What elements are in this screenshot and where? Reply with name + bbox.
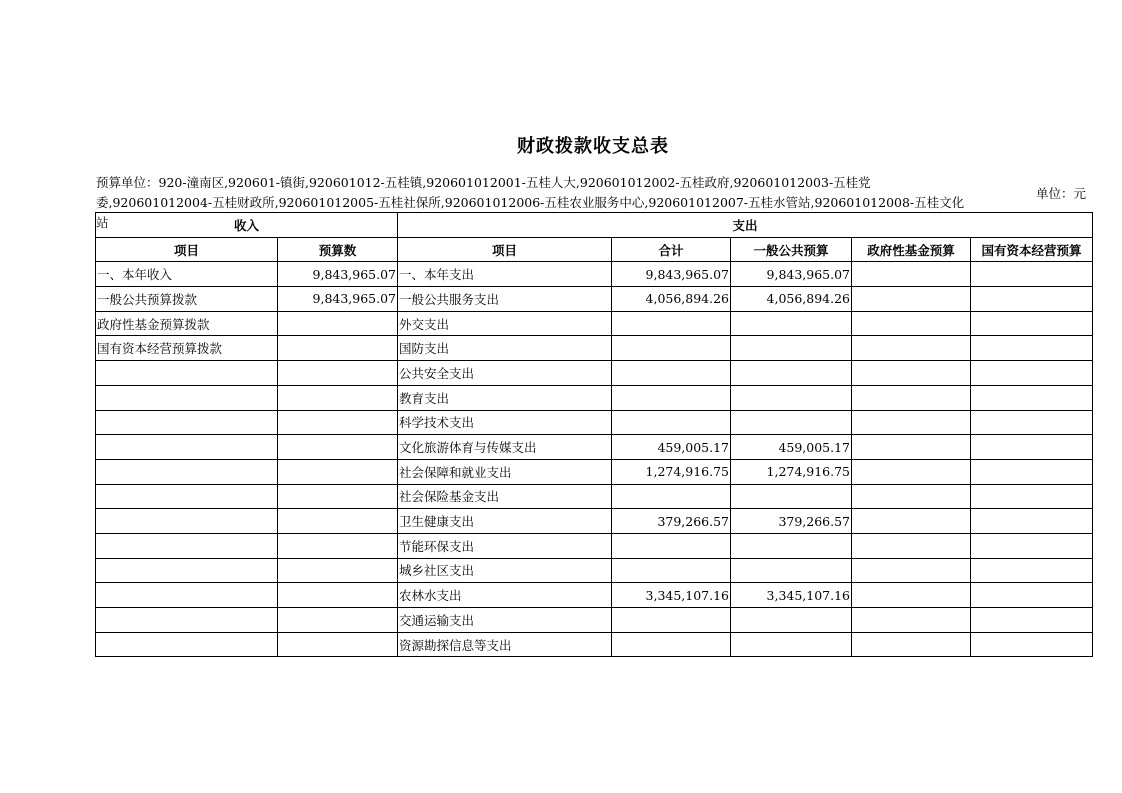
general-budget-cell [731, 484, 852, 509]
income-item-cell [96, 435, 278, 460]
income-amount-cell [278, 558, 398, 583]
expense-item-cell: 城乡社区支出 [398, 558, 612, 583]
budget-unit-description: 预算单位：920-潼南区,920601-镇街,920601012-五桂镇,920601012001-五桂人大,920601012002-五桂政府,920601012003-五桂党委,920601012004-五桂财政所,920601012005-五桂社保所,920601012006-五桂农业服务中心,920601012007-五桂水管站,920601012008-五桂文化站 [96, 175, 965, 230]
income-amount-cell [278, 632, 398, 657]
total-amount-cell [612, 311, 731, 336]
state-capital-budget-cell [971, 459, 1093, 484]
expense-group-header: 支出 [398, 213, 1093, 238]
income-item-cell [96, 632, 278, 657]
general-budget-cell [731, 608, 852, 633]
expense-item-cell: 一般公共服务支出 [398, 287, 612, 312]
table-row [96, 533, 1093, 558]
income-group-header: 收入 [96, 213, 398, 238]
total-amount-cell: 9,843,965.07 [612, 262, 731, 287]
income-amount-cell [278, 361, 398, 386]
expense-item-cell: 社会保险基金支出 [398, 484, 612, 509]
general-budget-cell: 1,274,916.75 [731, 459, 852, 484]
total-amount-cell: 1,274,916.75 [612, 459, 731, 484]
total-amount-cell: 459,005.17 [612, 435, 731, 460]
total-amount-cell: 379,266.57 [612, 509, 731, 534]
gov-fund-budget-cell [852, 558, 971, 583]
income-item-cell [96, 558, 278, 583]
expense-item-cell: 资源勘探信息等支出 [398, 632, 612, 657]
table-row [96, 459, 1093, 484]
total-amount-cell [612, 336, 731, 361]
table-row [96, 435, 1093, 460]
expense-item-column-header: 项目 [398, 237, 612, 262]
expense-item-cell: 一、本年支出 [398, 262, 612, 287]
income-amount-cell [278, 410, 398, 435]
income-amount-cell [278, 435, 398, 460]
total-amount-cell [612, 608, 731, 633]
general-budget-cell [731, 533, 852, 558]
expense-item-cell: 交通运输支出 [398, 608, 612, 633]
income-amount-cell [278, 608, 398, 633]
general-budget-column-header: 一般公共预算 [731, 237, 852, 262]
state-capital-budget-cell [971, 509, 1093, 534]
state-capital-budget-cell [971, 410, 1093, 435]
table-group-header-row [96, 213, 1093, 238]
state-capital-budget-cell [971, 435, 1093, 460]
income-item-cell: 国有资本经营预算拨款 [96, 336, 278, 361]
expense-item-cell: 科学技术支出 [398, 410, 612, 435]
income-item-cell [96, 509, 278, 534]
table-row [96, 410, 1093, 435]
income-amount-cell [278, 533, 398, 558]
total-amount-cell [612, 410, 731, 435]
table-row [96, 583, 1093, 608]
income-item-cell [96, 410, 278, 435]
general-budget-cell: 379,266.57 [731, 509, 852, 534]
income-item-cell: 一般公共预算拨款 [96, 287, 278, 312]
expense-item-cell: 外交支出 [398, 311, 612, 336]
state-capital-budget-cell [971, 336, 1093, 361]
gov-fund-budget-cell [852, 509, 971, 534]
income-item-cell [96, 361, 278, 386]
total-amount-cell: 4,056,894.26 [612, 287, 731, 312]
page-title: 财政拨款收支总表 [517, 136, 669, 157]
expense-item-cell: 农林水支出 [398, 583, 612, 608]
total-amount-cell [612, 361, 731, 386]
income-item-cell [96, 385, 278, 410]
gov-fund-budget-cell [852, 484, 971, 509]
budget-summary-table [95, 212, 1093, 657]
state-capital-budget-cell [971, 632, 1093, 657]
general-budget-cell: 9,843,965.07 [731, 262, 852, 287]
gov-fund-budget-cell [852, 410, 971, 435]
total-amount-cell [612, 385, 731, 410]
gov-fund-budget-cell [852, 385, 971, 410]
expense-item-cell: 公共安全支出 [398, 361, 612, 386]
gov-fund-budget-cell [852, 435, 971, 460]
gov-fund-budget-cell [852, 262, 971, 287]
expense-item-cell: 节能环保支出 [398, 533, 612, 558]
expense-item-cell: 国防支出 [398, 336, 612, 361]
state-capital-budget-cell [971, 608, 1093, 633]
expense-item-cell: 教育支出 [398, 385, 612, 410]
income-item-cell [96, 608, 278, 633]
general-budget-cell [731, 410, 852, 435]
gov-fund-budget-column-header: 政府性基金预算 [852, 237, 971, 262]
general-budget-cell [731, 558, 852, 583]
general-budget-cell: 459,005.17 [731, 435, 852, 460]
income-amount-cell [278, 311, 398, 336]
table-row [96, 632, 1093, 657]
general-budget-cell [731, 336, 852, 361]
income-item-cell [96, 583, 278, 608]
income-item-cell [96, 533, 278, 558]
total-amount-cell [612, 484, 731, 509]
currency-unit-label: 单位：元 [1036, 186, 1087, 201]
table-row [96, 608, 1093, 633]
state-capital-budget-cell [971, 533, 1093, 558]
income-amount-cell [278, 509, 398, 534]
state-capital-budget-cell [971, 287, 1093, 312]
general-budget-cell: 4,056,894.26 [731, 287, 852, 312]
total-amount-cell: 3,345,107.16 [612, 583, 731, 608]
general-budget-cell [731, 632, 852, 657]
state-capital-budget-cell [971, 583, 1093, 608]
gov-fund-budget-cell [852, 361, 971, 386]
state-capital-budget-column-header: 国有资本经营预算 [971, 237, 1093, 262]
table-row [96, 385, 1093, 410]
income-item-cell [96, 484, 278, 509]
state-capital-budget-cell [971, 311, 1093, 336]
expense-item-cell: 文化旅游体育与传媒支出 [398, 435, 612, 460]
table-row [96, 361, 1093, 386]
total-amount-cell [612, 533, 731, 558]
income-amount-cell [278, 459, 398, 484]
table-row [96, 262, 1093, 287]
state-capital-budget-cell [971, 484, 1093, 509]
gov-fund-budget-cell [852, 583, 971, 608]
total-amount-cell [612, 632, 731, 657]
table-row [96, 336, 1093, 361]
gov-fund-budget-cell [852, 311, 971, 336]
gov-fund-budget-cell [852, 287, 971, 312]
general-budget-cell [731, 361, 852, 386]
gov-fund-budget-cell [852, 608, 971, 633]
expense-item-cell: 卫生健康支出 [398, 509, 612, 534]
table-row [96, 509, 1093, 534]
income-amount-cell: 9,843,965.07 [278, 262, 398, 287]
income-amount-cell [278, 484, 398, 509]
general-budget-cell [731, 385, 852, 410]
table-row [96, 558, 1093, 583]
income-budget-column-header: 预算数 [278, 237, 398, 262]
income-amount-cell: 9,843,965.07 [278, 287, 398, 312]
table-column-header-row [96, 237, 1093, 262]
income-item-column-header: 项目 [96, 237, 278, 262]
income-item-cell: 政府性基金预算拨款 [96, 311, 278, 336]
total-column-header: 合计 [612, 237, 731, 262]
table-row [96, 311, 1093, 336]
income-amount-cell [278, 385, 398, 410]
general-budget-cell [731, 311, 852, 336]
table-row [96, 287, 1093, 312]
state-capital-budget-cell [971, 385, 1093, 410]
gov-fund-budget-cell [852, 459, 971, 484]
general-budget-cell: 3,345,107.16 [731, 583, 852, 608]
income-item-cell [96, 459, 278, 484]
total-amount-cell [612, 558, 731, 583]
expense-item-cell: 社会保障和就业支出 [398, 459, 612, 484]
state-capital-budget-cell [971, 361, 1093, 386]
gov-fund-budget-cell [852, 533, 971, 558]
state-capital-budget-cell [971, 558, 1093, 583]
gov-fund-budget-cell [852, 336, 971, 361]
gov-fund-budget-cell [852, 632, 971, 657]
income-item-cell: 一、本年收入 [96, 262, 278, 287]
state-capital-budget-cell [971, 262, 1093, 287]
income-amount-cell [278, 336, 398, 361]
table-row [96, 484, 1093, 509]
income-amount-cell [278, 583, 398, 608]
